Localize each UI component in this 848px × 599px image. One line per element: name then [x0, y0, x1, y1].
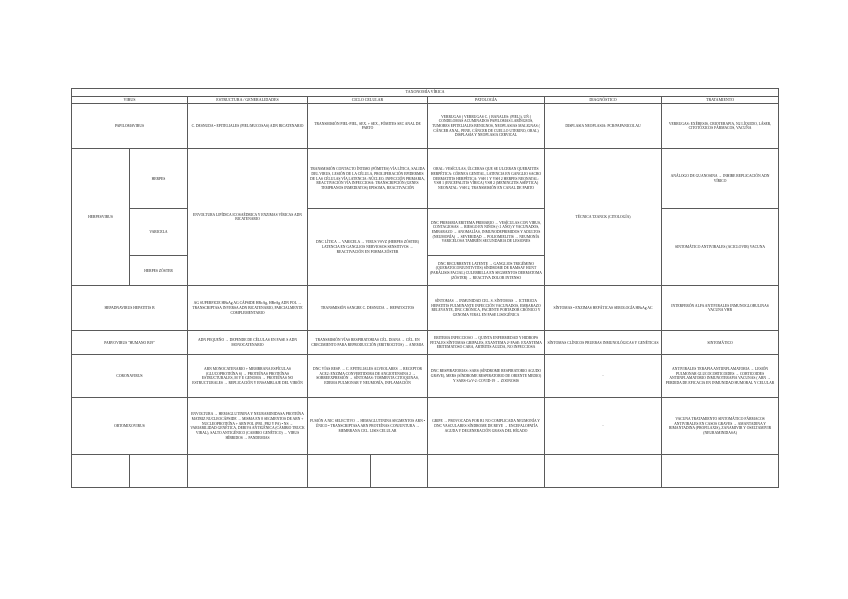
table-row — [72, 286, 779, 331]
cell-estructura: ARN MONOCATENARIO + MEMBRANA ESPÍCULAS (GLUCOPROTEÍNA S) → PROTEÍNAS PROTEÍNAS ESTRUCTURALES, M Y E GENOMA → PROTEÍNAS NO ESTRUCTURALES → REPLICACIÓN Y ENSAMBLAJE DEL VIRIÓN — [188, 355, 308, 398]
header-tratamiento: TRATAMIENTO — [662, 96, 779, 104]
virus-subname: HERPES — [130, 149, 188, 209]
cell-patologia: DNC RESPIRATORIAS: SARS (SÍNDROME RESPIRATORIO AGUDO GRAVE), MERS (SÍNDROME RESPIRATORIO DE ORIENTE MEDIO) Y SARS-CoV-2: COVID-19 → ZOONOSIS — [428, 355, 545, 398]
virus-name: PARVOVIRUS "HUMANO B19" — [72, 331, 188, 355]
table-row — [72, 331, 779, 355]
empty-cell — [371, 455, 428, 488]
table-row — [72, 398, 779, 455]
cell-ciclo: TRANSMISIÓN PIEL-PIEL, SEX. + SEX., FÓMITES SEC ANAL DE PARTO — [308, 104, 428, 149]
cell-patologia: GRIPE → PROVOCADA POR B1 NO COMPLICADA NEUMONÍA Y DNC VASCULARES SÍNDROME DE REYE → ENCEFALOPATÍA AGUDA Y DEGENERACIÓN GRASA DEL HÍGADO — [428, 398, 545, 455]
cell-tratamiento: INTERFERÓN ALFA ANTIVIRALES INMUNOGLOBULINAS VACUNA VHB — [662, 286, 779, 331]
cell-ciclo: DNC LÍTICA → VARICELA → VIRUS VSVZ (HERPES ZÓSTER) LATENCIA EN GANGLIOS NERVIOSOS SENSITIVOS → REACTIVACIÓN EN FORMA ZÓSTER — [308, 209, 428, 286]
virus-name: ORTOMIXOVIRUS — [72, 398, 188, 455]
virus-name: HEPADNAVIRUS HEPATITIS B — [72, 286, 188, 331]
cell-patologia: SÍNTOMAS → INMUNIDAD CEL. S. SÍNTOMAS → ICTERICIA HEPATITIS FULMINANTE INFECCIÓN VACUNADOS, EMBARAZO RELEVANTE, DNC CRÓNICA, PACIENTE PORTADOR CRÓNICO Y GENOMA VIRAL EN FASE LISOGÉNICA — [428, 286, 545, 331]
cell-patologia: ORAL: VESÍCULAS, ÚLCERAS QUE SE ULCERAN QUERATITIS HERPÉTICA: CÓRNEA GENITAL, LATENCIA EN GANGLIO SACRO DERMATITIS HERPÉTICA: VSH 1 Y VSH 2 HERPES NEONATAL: VSH 1 (ENCEFALITIS VÍRICA) VSH 2 (MENINGITIS ASÉPTICA) NEONATAL: VSH 2, TRANSMISIÓN EN CANAL DE PARTO — [428, 149, 545, 209]
cell-diagnostico: - — [545, 398, 662, 455]
cell-ciclo: DNC VÍAS RESP. → C. EPITELIALES ALVEOLARES → RECEPTOR ACE2: ENZIMA CONVERTIDORA DE ANGIOTENSINA 2 → SOBREEXPRESIÓN → SÍNTOMAS: TORMENTA CITOQUINAS, EDEMA PULMONAR Y NEUMONÍA, INFLAMACIÓN — [308, 355, 428, 398]
empty-cell — [72, 455, 130, 488]
cell-estructura: C. DESNUDA • EPITELIALES (PIEL/MUCOSAS) ADN BICATENARIO — [188, 104, 308, 149]
header-virus: VIRUS — [72, 96, 188, 104]
cell-tratamiento: VACUNA TRATAMIENTO SINTOMÁTICO FÁRMACOS ANTIVIRALES EN CASOS GRAVES → AMANTADINA Y RIMANTADINA (PROFILAXIS), ZANAMIVIR Y OSELTAMIVIR (NEURAMINIDASA) — [662, 398, 779, 455]
cell-diagnostico: TÉCNICA TZANCK (CITOLOGÍA) — [545, 149, 662, 286]
virus-subname: HERPES ZÓSTER — [130, 256, 188, 286]
taxonomy-sheet — [71, 88, 778, 512]
table-row — [72, 149, 779, 209]
empty-cell — [662, 455, 779, 488]
table-row — [72, 104, 779, 149]
virus-subname: VARICELA — [130, 209, 188, 256]
empty-cell — [545, 455, 662, 488]
cell-tratamiento: SINTOMÁTICO — [662, 331, 779, 355]
cell-tratamiento: ANTIVIRALES TERAPIA ANTIINFLAMATORIA → LESIÓN PULMONAR GLUCOCORTICOIDES → CORTICOIDES ANTIINFLAMATORIO INMUNOTERAPIA VACUNAS ( ARN → PERDIDA DE EFICACIA EN INMUNIDAD HUMORAL Y CELULAR — [662, 355, 779, 398]
cell-patologia: DNC RECURRENTE LATENTE → GANGLIOS TRIGÉMINO (QUERATOCONJUNTIVITIS) SÍNDROME DE RAMSAY HUNT (PARÁLISIS FACIAL) CULEBRILLA EN SEGMENTOS DERMATOMA (ZÓSTER) → REACTIVA DOLOR INTENSO — [428, 256, 545, 286]
table-row — [72, 209, 779, 256]
header-patologia: PATOLOGÍA — [428, 96, 545, 104]
cell-diagnostico: SÍNTOMAS • ENZIMAS HEPÁTICAS SEROLOGÍA HBsAg AC — [545, 286, 662, 331]
cell-estructura: ENVOLTURA → HEMAGLUTININA Y NEURAMINIDASA PROTEÍNA MATRIZ NUCLEOCÁPSIDE → MISMA EN 8 SEGMENTOS DE ARN + NUCLEOPROTEÍNA + ARN POL (PB1, PB2 Y PA) • NS → VARIABILIDAD GENÉTICA, DERIVA ANTIGÉNICA (CAMBIO TRUCK VIRAL), SALTO ANTIGÉNICO (CAMBIO GENÉTICO) → VIRUS HÍBRIDOS → PANDEMIAS — [188, 398, 308, 455]
empty-cell — [428, 455, 545, 488]
cell-diagnostico: - — [545, 355, 662, 398]
header-estructura: ESTRUCTURA / GENERALIDADES — [188, 96, 308, 104]
cell-tratamiento: VERRUGAS: EXÉRESIS, CRIOTERAPIA, N2 LÍQUIDO, LÁSER, CITOTÓXICOS FÁRMACOS, VACUNA — [662, 104, 779, 149]
virus-name: CORONAVIRUS — [72, 355, 188, 398]
cell-ciclo: TRANSMISIÓN VÍAS RESPIRATORIAS CÉL. DIANA → CÉL. EN CRECIMIENTO PARA REPRODUCCIÓN (ERITROCITOS) → ANEMIA — [308, 331, 428, 355]
cell-ciclo: TRANSMISIÓN SANGRE C. DESNUDA → HEPATOCITOS — [308, 286, 428, 331]
cell-ciclo: TRANSMISIÓN CONTACTO ÍNTIMO (FÓMITES) VÍA LÍTICA, SALIDA DEL VIRUS, LESIÓN DE LA CÉLULA, PROLIFERACIÓN EPIDERMIS DE LAS CÉLULAS VÍA LATENCIA: NÚCLEO, INFECCIÓN PRIMARIA, REACTIVACIÓN VÍA INFECCIOSA: TRANSCRIPCIÓN (GENES TEMPRANOS INMEDIATOS) EPISOMA, REACTIVACIÓN — [308, 149, 428, 209]
cell-estructura: AG SUPERFICIE HBsAg AG CÁPSIDE HBcAg, HBeAg ADN POL → TRANSCRIPTASA INVERSA ADN BICATENARIO, PARCIALMENTE COMPLEMENTARIO — [188, 286, 308, 331]
cell-diagnostico: SÍNTOMAS CLÍNICOS PRUEBAS INMUNOLÓGICAS Y GENÉTICAS — [545, 331, 662, 355]
empty-cell — [130, 455, 188, 488]
virus-name: PAPILOMAVIRUS — [72, 104, 188, 149]
empty-cell — [188, 455, 308, 488]
cell-patologia: VERRUGAS ( VERRUGAS C. ( BANALES: (PIEL)), UÑ ( CONDILOMAS ACUMINADOS PAPILOMAS LARÍNGEOS, TUMORES EPITELIALES BENIGNOS, NEOPLASIAS MALIGNAS ( CÁNCER ANAL, PENE, CÁNCER DE CUELLO UTERINO, ORAL) DISPLASIA Y NEOPLASIA CERVICAL — [428, 104, 545, 149]
cell-patologia: ERITEMA INFECCIOSO → QUINTA ENFERMEDAD Y HIDROPS FETALES SÍNTOMAS GRIPALES, EXANTEMA 2ª FASE: EXANTEMA ERITEMATOSO CARA, ARTRITIS AGUDA, NO INFECCIOSA — [428, 331, 545, 355]
cell-tratamiento: SINTOMÁTICO ANTIVIRALES (ACICLOVIR) VACUNA — [662, 209, 779, 286]
header-ciclo: CICLO CELULAR — [308, 96, 428, 104]
cell-tratamiento: ANÁLOGO DE GUANOSINA → INHIBE REPLICACIÓN ADN VÍRICO — [662, 149, 779, 209]
cell-patologia: DNC PRIMARIA ERITEMA PRIMARIO → VESÍCULAS CON VIRUS, CONTAGIOSAS → RIESGO EN NIÑOS (<1 AÑO) Y VACUNADOS, EMBARAZO → ANOMALÍAS, INMUNODEPRIMIDOS Y ADULTOS (NEUMONÍA) → SEVERIDAD → POLIOMIELITIS → NEUMONÍA VARICELOSA TAMBIÉN SECUNDARIA DE LESIONES — [428, 209, 545, 256]
table-row — [72, 355, 779, 398]
cell-ciclo: FUSIÓN A NIC SELECTIVO → HEMAGLUTININA SEGMENTOS ARN • ÚNICO • TRANSCRIPTASA ARN PROTEÍNAS CONJUNTURA → MEMBRANA CEL. LISIS CELULAR — [308, 398, 428, 455]
taxonomy-table — [71, 88, 779, 488]
cell-estructura: ENVOLTURA LIPÍDICA ICOSAÉDRICA Y ENZIMAS VÍRICAS ADN BICATENARIO — [188, 149, 308, 286]
empty-row — [72, 455, 779, 488]
header-row — [72, 96, 779, 104]
empty-cell — [308, 455, 371, 488]
cell-estructura: ADN PEQUEÑO → DEPENDE DE CÉLULAS EN FASE S ADN MONOCATENARIO — [188, 331, 308, 355]
virus-group-name: HERPESVIRUS — [72, 149, 130, 286]
header-diagnostico: DIAGNÓSTICO — [545, 96, 662, 104]
cell-diagnostico: DISPLASIA NEOPLASIA: PCR/PAPANICOLAU — [545, 104, 662, 149]
table-title: TAXONOMÍA VÍRICA — [72, 89, 779, 97]
